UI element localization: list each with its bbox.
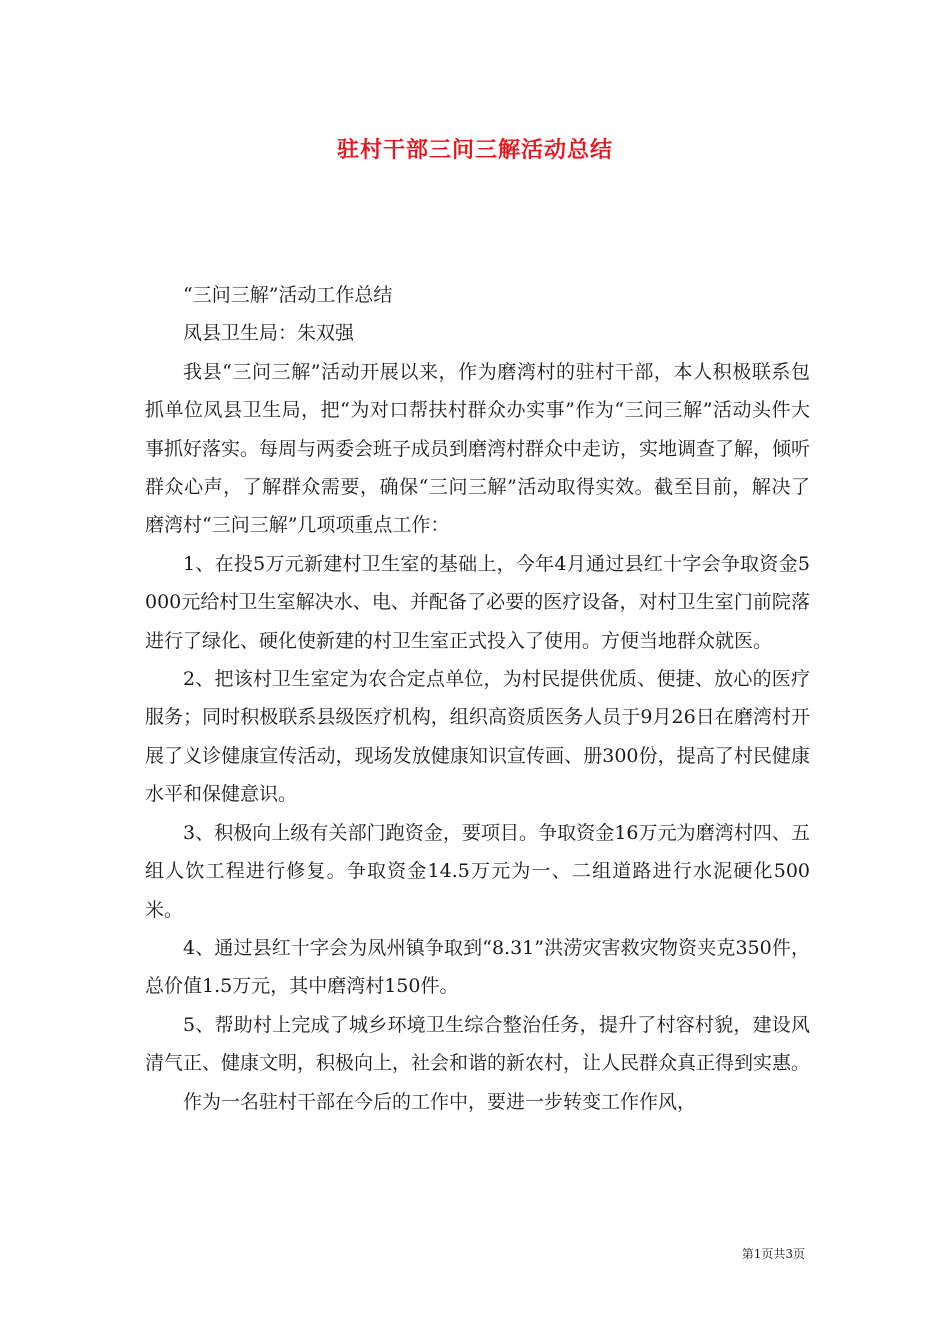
- paragraph-item-3: 3、积极向上级有关部门跑资金，要项目。争取资金16万元为磨湾村四、五组人饮工程进行修复。争取资金14.5万元为一、二组道路进行水泥硬化500米。: [145, 821, 810, 921]
- paragraph-item-2: 2、把该村卫生室定为农合定点单位，为村民提供优质、便捷、放心的医疗服务；同时积极联系县级医疗机构，组织高资质医务人员于9月26日在磨湾村开展了义诊健康宣传活动，现场发放健康知识宣传画、册300份，提高了村民健康水平和保健意识。: [145, 668, 810, 806]
- paragraph-intro: 我县“三问三解”活动开展以来，作为磨湾村的驻村干部，本人积极联系包抓单位凤县卫生局，把“为对口帮扶村群众办实事”作为“三问三解”活动头件大事抓好落实。每周与两委会班子成员到磨湾村群众中走访，实地调查了解，倾听群众心声，了解群众需要，确保“三问三解”活动取得实效。截至目前，解决了磨湾村“三问三解”几项项重点工作：: [145, 360, 811, 537]
- document-body: [145, 276, 810, 1121]
- paragraph-item-1: 1、在投5万元新建村卫生室的基础上，今年4月通过县红十字会争取资金5000元给村卫生室解决水、电、并配备了必要的医疗设备，对村卫生室门前院落进行了绿化、硬化使新建的村卫生室正式投入了使用。方便当地群众就医。: [145, 552, 810, 652]
- paragraph-item-5: 5、帮助村上完成了城乡环境卫生综合整治任务，提升了村容村貌，建设风清气正、健康文明，积极向上，社会和谐的新农村，让人民群众真正得到实惠。: [145, 1013, 811, 1075]
- paragraph-closing: 作为一名驻村干部在今后的工作中，要进一步转变工作作风，: [183, 1090, 697, 1113]
- paragraph-item-4: 4、通过县红十字会为凤州镇争取到“8.31”洪涝灾害救灾物资夹克350件，总价值1.5万元，其中磨湾村150件。: [145, 936, 810, 998]
- paragraph-subtitle: “三问三解”活动工作总结: [183, 284, 393, 306]
- document-title: 驻村干部三问三解活动总结: [336, 137, 613, 163]
- page-number: 第1页共3页: [741, 1247, 805, 1261]
- paragraph-author: 凤县卫生局：朱双强: [183, 322, 355, 345]
